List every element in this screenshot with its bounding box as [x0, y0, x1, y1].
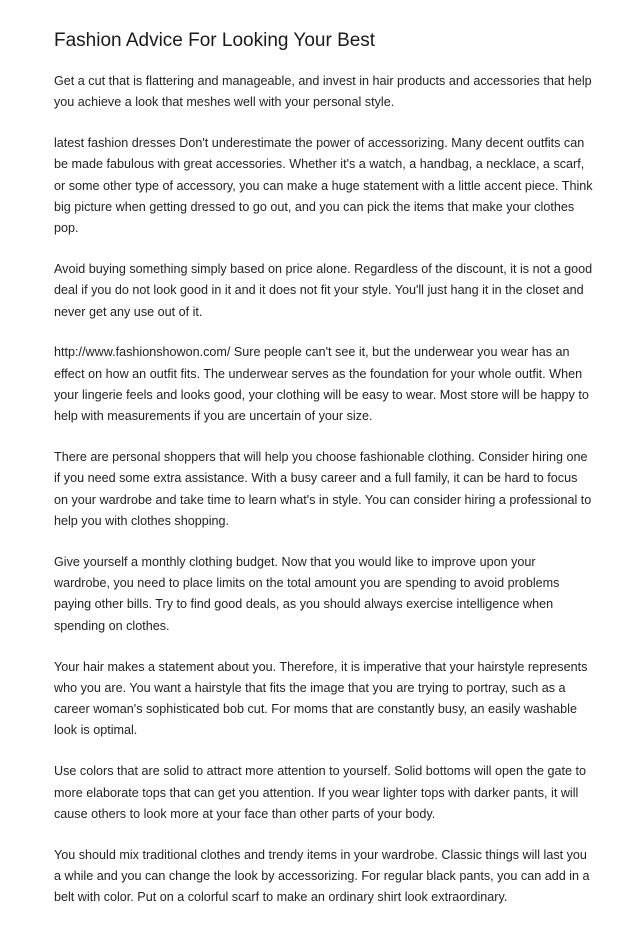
paragraph: Get a cut that is flattering and manageable, and invest in hair products and accessories that help you achieve a look that meshes well with your personal style.	[54, 74, 592, 110]
paragraph: Avoid buying something simply based on price alone. Regardless of the discount, it is not a good deal if you do not look good in it and it does not fit your style. You'll just hang it in the closet and never get any use out of it.	[54, 262, 593, 319]
paragraph: Your hair makes a statement about you. Therefore, it is imperative that your hairstyle represents who you are. You want a hairstyle that fits the image that you are trying to portray, such as a career woman's sophisticated bob cut. For moms that are constantly busy, an easily washable look is optimal.	[54, 659, 588, 738]
paragraph: http://www.fashionshowon.com/ Sure people can't see it, but the underwear you wear has an effect on how an outfit fits. The underwear serves as the foundation for your whole outfit. When your lingerie feels and looks good, your clothing will be easy to wear. Most store will be happy to help with measurements if you are uncertain of your size.	[54, 345, 589, 424]
paragraph: There are personal shoppers that will help you choose fashionable clothing. Consider hiring one if you need some extra assistance. With a busy career and a full family, it can be hard to focus on your wardrobe and take time to learn what's in style. You can consider hiring a professional to help you with clothes shopping.	[54, 450, 592, 529]
page-title: Fashion Advice For Looking Your Best	[54, 30, 376, 51]
paragraph: latest fashion dresses Don't underestimate the power of accessorizing. Many decent outfits can be made fabulous with great accessories. Whether it's a watch, a handbag, a necklace, a scarf, or some other type of accessory, you can make a huge statement with a little accent piece. Think big picture when getting dressed to go out, and you can pick the items that make your clothes pop.	[54, 136, 593, 236]
document-page	[54, 30, 594, 928]
paragraph: You should mix traditional clothes and trendy items in your wardrobe. Classic things will last you a while and you can change the look by accessorizing. For regular black pants, you can add in a belt with color. Put on a colorful scarf to make an ordinary shirt look extraordinary.	[54, 847, 590, 905]
paragraph: Give yourself a monthly clothing budget. Now that you would like to improve upon your wardrobe, you need to place limits on the total amount you are spending to avoid problems paying other bills. Try to find good deals, as you should always exercise intelligence when spending on clothes.	[54, 554, 560, 633]
paragraph: Use colors that are solid to attract more attention to yourself. Solid bottoms will open the gate to more elaborate tops that can get you attention. If you wear lighter tops with darker pants, it will cause others to look more at your face than other parts of your body.	[54, 764, 587, 821]
